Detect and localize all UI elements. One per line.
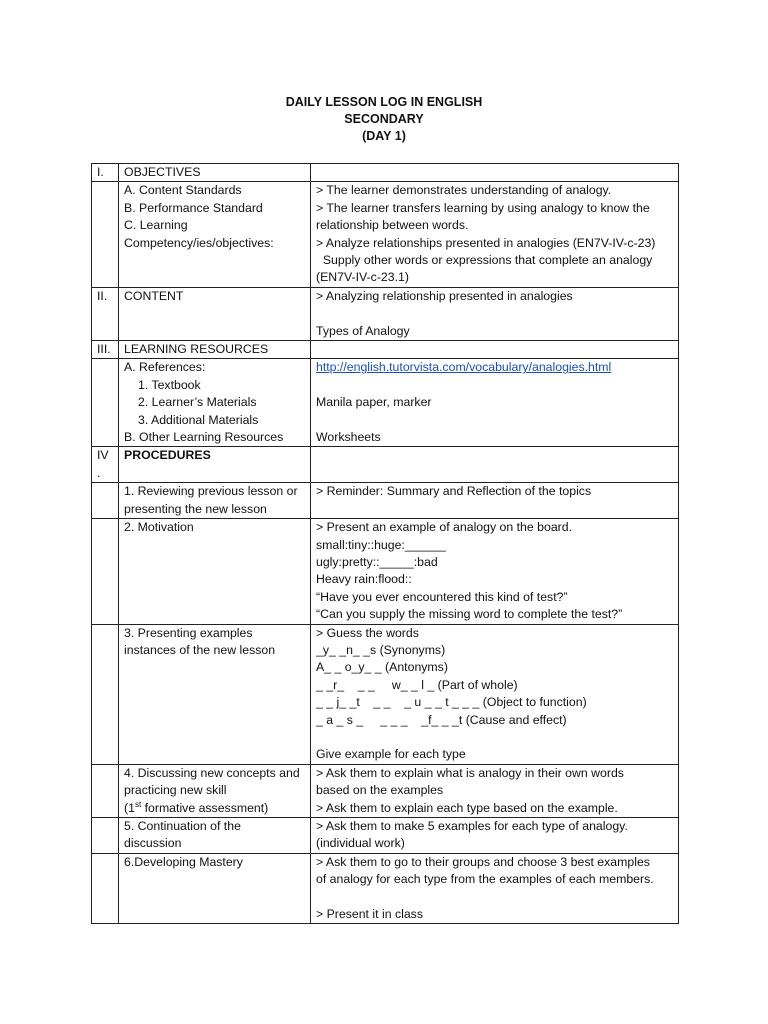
textbook-label: 1. Textbook	[138, 377, 201, 392]
materials-text: Manila paper, marker	[316, 395, 432, 410]
empty-cell	[92, 182, 119, 287]
empty-cell	[92, 519, 119, 624]
table-row	[92, 341, 679, 359]
objectives-details	[311, 182, 679, 287]
table-row	[92, 624, 679, 764]
header-level: SECONDARY	[344, 112, 424, 126]
objective-line: (EN7V-IV-c-23.1)	[316, 270, 409, 285]
empty-cell	[92, 818, 119, 854]
references-label: A. References:	[124, 360, 206, 375]
table-row	[92, 447, 679, 483]
reference-link[interactable]: http://english.tutorvista.com/vocabulary/analogies.html	[316, 360, 612, 375]
performance-standard-label: B. Performance Standard	[124, 200, 263, 215]
document-header	[0, 94, 768, 145]
objective-line: > Analyze relationships presented in analogies (EN7V-IV-c-23)	[316, 235, 656, 250]
table-row	[92, 182, 679, 287]
empty-cell	[92, 359, 119, 447]
objective-line: Supply other words or expressions that complete an analogy	[316, 253, 653, 268]
objectives-labels	[119, 182, 311, 287]
section-title: CONTENT	[119, 287, 311, 340]
worksheets-text: Worksheets	[316, 430, 381, 445]
row-number: IV .	[92, 447, 119, 483]
procedure-label: 3. Presenting examples instances of the new lesson	[119, 624, 311, 764]
table-row	[92, 818, 679, 854]
section-title: LEARNING RESOURCES	[119, 341, 311, 359]
content-line: Types of Analogy	[316, 323, 410, 338]
procedure-details: > Present an example of analogy on the board. small:tiny::huge:______ ugly:pretty::_____:bad Heavy rain:flood:: “Have you ever encountered this kind of test?” “Can you supply the missing word to complete the test?”	[311, 519, 679, 624]
additional-materials-label: 3. Additional Materials	[138, 412, 259, 427]
section-title: OBJECTIVES	[119, 164, 311, 182]
empty-cell	[311, 447, 679, 483]
empty-cell	[92, 624, 119, 764]
procedure-details: > Ask them to explain what is analogy in their own words based on the examples > Ask them to explain each type based on the example.	[311, 764, 679, 817]
objective-line: relationship between words.	[316, 218, 469, 233]
learning-competency-label-2: Competency/ies/objectives:	[124, 235, 274, 250]
lesson-log-table	[91, 163, 679, 924]
row-number: II.	[92, 287, 119, 340]
procedure-label: 4. Discussing new concepts and practicing new skill (1st formative assessment)	[119, 764, 311, 817]
table-row	[92, 483, 679, 519]
objective-line: > The learner transfers learning by using analogy to know the	[316, 200, 650, 215]
table-row	[92, 519, 679, 624]
header-title: DAILY LESSON LOG IN ENGLISH	[285, 95, 483, 109]
procedure-label: 2. Motivation	[119, 519, 311, 624]
table-row	[92, 359, 679, 447]
resources-labels	[119, 359, 311, 447]
empty-cell	[311, 341, 679, 359]
table-row	[92, 764, 679, 817]
table-row	[92, 287, 679, 340]
content-line: > Analyzing relationship presented in analogies	[316, 288, 573, 303]
empty-cell	[92, 764, 119, 817]
procedure-details: > Reminder: Summary and Reflection of the topics	[311, 483, 679, 519]
empty-cell	[311, 164, 679, 182]
learning-competency-label: C. Learning	[124, 218, 188, 233]
empty-cell	[92, 853, 119, 924]
table-row	[92, 853, 679, 924]
procedure-details: > Guess the words _y_ _n_ _s (Synonyms) A_ _ o_y_ _ (Antonyms) _ _r_ _ _ w_ _ l _ (Part of whole) _ _ j_ _t _ _ _ u _ _ t _ _ _ (Object to function) _ a _ s _ _ _ _ _f_ _ _t (Cause and effect) Give example for each type	[311, 624, 679, 764]
resources-details	[311, 359, 679, 447]
procedure-details: > Ask them to make 5 examples for each type of analogy. (individual work)	[311, 818, 679, 854]
other-resources-label: B. Other Learning Resources	[124, 430, 284, 445]
procedure-label: 1. Reviewing previous lesson or presenting the new lesson	[119, 483, 311, 519]
objective-line: > The learner demonstrates understanding of analogy.	[316, 183, 612, 198]
procedure-label: 5. Continuation of the discussion	[119, 818, 311, 854]
row-number: I.	[92, 164, 119, 182]
empty-cell	[92, 483, 119, 519]
procedure-label: 6.Developing Mastery	[119, 853, 311, 924]
content-details	[311, 287, 679, 340]
learners-materials-label: 2. Learner’s Materials	[138, 395, 257, 410]
table-row	[92, 164, 679, 182]
header-day: (DAY 1)	[362, 129, 406, 143]
row-number: III.	[92, 341, 119, 359]
section-title: PROCEDURES	[119, 447, 311, 483]
procedure-details: > Ask them to go to their groups and choose 3 best examples of analogy for each type from the examples of each members. > Present it in class	[311, 853, 679, 924]
content-standards-label: A. Content Standards	[124, 183, 242, 198]
